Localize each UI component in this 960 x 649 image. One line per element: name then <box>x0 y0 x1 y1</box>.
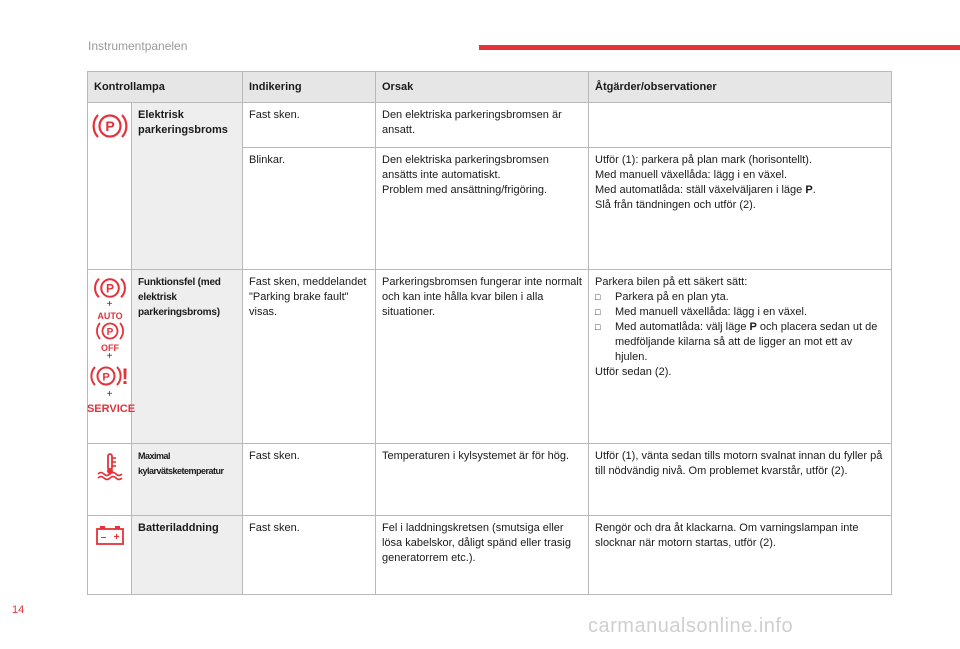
svg-text:P: P <box>106 327 113 338</box>
action-outro: Utför sedan (2). <box>595 366 672 378</box>
action-line: Utför (1): parkera på plan mark (horisontellt). <box>595 154 813 166</box>
indication-cell: Blinkar. <box>243 148 376 270</box>
list-item: □ Med manuell växellåda: lägg i en växel. <box>595 306 808 318</box>
section-title: Instrumentpanelen <box>88 39 188 53</box>
lamp-name: Maximal kylarvätsketemperatur <box>132 444 243 516</box>
column-header-indication: Indikering <box>243 72 376 103</box>
plus-sign: + <box>106 299 113 310</box>
lamp-name: Batteriladdning <box>132 516 243 595</box>
table-header-row <box>88 72 892 103</box>
indication-cell: Fast sken. <box>243 103 376 148</box>
svg-text:OFF: OFF <box>100 343 119 353</box>
table-row <box>88 516 892 595</box>
action-intro: Parkera bilen på ett säkert sätt: <box>595 276 748 288</box>
list-item: □ Parkera på en plan yta. <box>595 291 729 303</box>
svg-text:+: + <box>113 532 119 543</box>
lamp-name: Funktionsfel (med elektrisk parkeringsbroms) <box>132 270 243 444</box>
cause-line: Den elektriska parkeringsbromsen ansätts inte automatiskt. <box>382 154 549 181</box>
table-row <box>88 103 892 148</box>
page-number: 14 <box>12 604 25 616</box>
svg-text:AUTO: AUTO <box>96 311 123 321</box>
bullet-icon: □ <box>595 292 601 302</box>
action-cell: Rengör och dra åt klackarna. Om varningslampan inte slocknar när motorn startas, utför (2). <box>589 516 892 595</box>
svg-text:P: P <box>105 281 114 296</box>
column-header-lamp: Kontrollampa <box>88 72 243 103</box>
warning-lamps-table <box>87 71 892 595</box>
lamp-name: Elektrisk parkeringsbroms <box>132 103 243 270</box>
action-cell: Utför (1), vänta sedan tills motorn svalnat innan du fyller på till nödvändig nivå. Om problemet kvarstår, utför (2). <box>589 444 892 516</box>
cause-cell: Fel i laddningskretsen (smutsiga eller lösa kabelskor, dåligt spänd eller trasig generatorrem etc.). <box>376 516 589 595</box>
icon-cell <box>88 444 132 516</box>
list-item: □ Med automatlåda: välj läge P och placera sedan ut de medföljande kilarna så att de ligger an mot ett av hjulen. <box>595 321 878 363</box>
action-line: Slå från tändningen och utför (2). <box>595 199 756 211</box>
svg-text:SERVICE: SERVICE <box>86 403 136 415</box>
icon-cell <box>88 516 132 595</box>
cause-cell: Parkeringsbromsen fungerar inte normalt och kan inte hålla kvar bilen i alla situationer. <box>376 270 589 444</box>
cause-line: Problem med ansättning/frigöring. <box>382 184 548 196</box>
auto-parking-off-icon <box>90 310 129 352</box>
table-row <box>88 270 892 444</box>
section-accent-bar <box>479 45 960 50</box>
svg-text:P: P <box>104 118 115 134</box>
coolant-temperature-icon <box>90 452 129 480</box>
action-line: Med automatlåda: ställ växelväljaren i läge P. <box>595 184 816 196</box>
indication-cell: Fast sken, meddelandet "Parking brake fault" visas. <box>243 270 376 444</box>
parking-brake-service-icon <box>90 362 129 390</box>
action-line: Med manuell växellåda: lägg i en växel. <box>595 169 788 181</box>
battery-icon <box>90 524 129 546</box>
indication-cell: Fast sken. <box>243 444 376 516</box>
service-icon <box>86 400 136 415</box>
indication-cell: Fast sken. <box>243 516 376 595</box>
cause-cell: Den elektriska parkeringsbromsen är ansatt. <box>376 103 589 148</box>
svg-text:P: P <box>101 371 110 384</box>
svg-text:!: ! <box>120 364 129 389</box>
action-cell <box>589 148 892 270</box>
bullet-icon: □ <box>595 322 601 332</box>
bullet-icon: □ <box>595 307 601 317</box>
column-header-action: Åtgärder/observationer <box>589 72 892 103</box>
parking-brake-icon <box>90 276 129 300</box>
cause-cell <box>376 148 589 270</box>
svg-text:–: – <box>100 532 106 543</box>
plus-sign: + <box>106 351 113 362</box>
action-cell <box>589 270 892 444</box>
column-header-cause: Orsak <box>376 72 589 103</box>
plus-sign: + <box>106 389 113 400</box>
parking-brake-icon <box>90 111 129 141</box>
icon-cell <box>86 270 136 444</box>
cause-cell: Temperaturen i kylsystemet är för hög. <box>376 444 589 516</box>
table-row <box>88 444 892 516</box>
action-cell <box>589 103 892 148</box>
watermark: carmanualsonline.info <box>588 615 794 637</box>
icon-cell <box>88 103 132 270</box>
